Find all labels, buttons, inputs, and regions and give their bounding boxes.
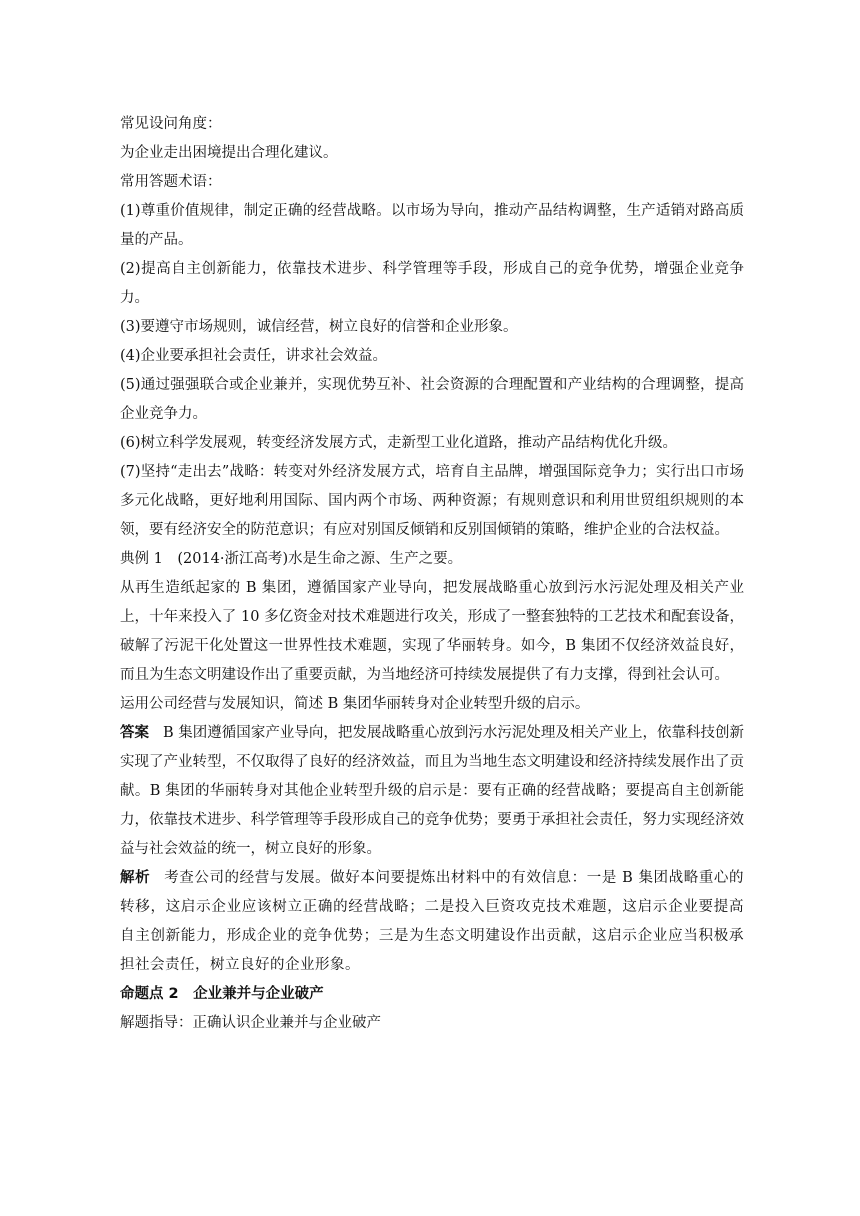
example-material: 从再生造纸起家的 B 集团，遵循国家产业导向，把发展战略重心放到污水污泥处理及相关产业上，十年来投入了 10 多亿资金对技术难题进行攻关，形成了一整套独特的工艺技术和配套设备，破解了污泥干化处置这一世界性技术难题，实现了华丽转身。如今，B 集团不仅经济效益良好，而且为生态文明建设作出了重要贡献，为当地经济可持续发展提供了有力支撑，得到社会认可。 — [120, 580, 744, 683]
answer-text: B 集团遵循国家产业导向，把发展战略重心放到污水污泥处理及相关产业上，依靠科技创新实现了产业转型，不仅取得了良好的经济效益，而且为当地生态文明建设和经济持续发展作出了贡献。B 集团的华丽转身对其他企业转型升级的启示是：要有正确的经营战略；要提高自主创新能力，依靠技术进步、科学管理等手段形成自己的竞争优势；要勇于承担社会责任，努力实现经济效益与社会效益的统一，树立良好的形象。 — [120, 725, 744, 857]
point2-heading: 命题点 2 企业兼并与企业破产 — [120, 986, 324, 1002]
terms-heading: 常用答题术语： — [120, 174, 222, 190]
analysis-label: 解析 — [120, 870, 151, 886]
answer-paragraph — [120, 719, 744, 864]
example-heading: 典例 1 (2014·浙江高考)水是生命之源、生产之要。 — [120, 551, 463, 567]
term-item: (7)坚持“走出去”战略：转变对外经济发展方式，培育自主品牌，增强国际竞争力；实行出口市场多元化战略，更好地利用国际、国内两个市场、两种资源；有规则意识和利用世贸组织规则的本领，要有经济安全的防范意识；有应对别国反倾销和反别国倾销的策略，维护企业的合法权益。 — [120, 464, 744, 538]
example-question: 运用公司经营与发展知识，简述 B 集团华丽转身对企业转型升级的启示。 — [120, 696, 590, 712]
term-item: (1)尊重价值规律，制定正确的经营战略。以市场为导向，推动产品结构调整，生产适销对路高质量的产品。 — [120, 203, 744, 248]
angle-heading: 常见设问角度： — [120, 116, 222, 132]
term-item: (4)企业要承担社会责任，讲求社会效益。 — [120, 348, 388, 364]
term-item: (6)树立科学发展观，转变经济发展方式，走新型工业化道路，推动产品结构优化升级。 — [120, 435, 678, 451]
term-item: (3)要遵守市场规则，诚信经营，树立良好的信誉和企业形象。 — [120, 319, 518, 335]
angle-text: 为企业走出困境提出合理化建议。 — [120, 145, 338, 161]
page-content — [120, 110, 744, 1038]
term-item: (5)通过强强联合或企业兼并，实现优势互补、社会资源的合理配置和产业结构的合理调整，提高企业竞争力。 — [120, 377, 744, 422]
analysis-paragraph — [120, 864, 744, 980]
analysis-text: 考查公司的经营与发展。做好本问要提炼出材料中的有效信息：一是 B 集团战略重心的转移，这启示企业应该树立正确的经营战略；二是投入巨资攻克技术难题，这启示企业要提高自主创新能力，形成企业的竞争优势；三是为生态文明建设作出贡献，这启示企业应当积极承担社会责任，树立良好的企业形象。 — [120, 870, 745, 973]
point2-guide: 解题指导：正确认识企业兼并与企业破产 — [120, 1015, 381, 1031]
answer-label: 答案 — [120, 725, 150, 741]
term-item: (2)提高自主创新能力，依靠技术进步、科学管理等手段，形成自己的竞争优势，增强企业竞争力。 — [120, 261, 744, 306]
